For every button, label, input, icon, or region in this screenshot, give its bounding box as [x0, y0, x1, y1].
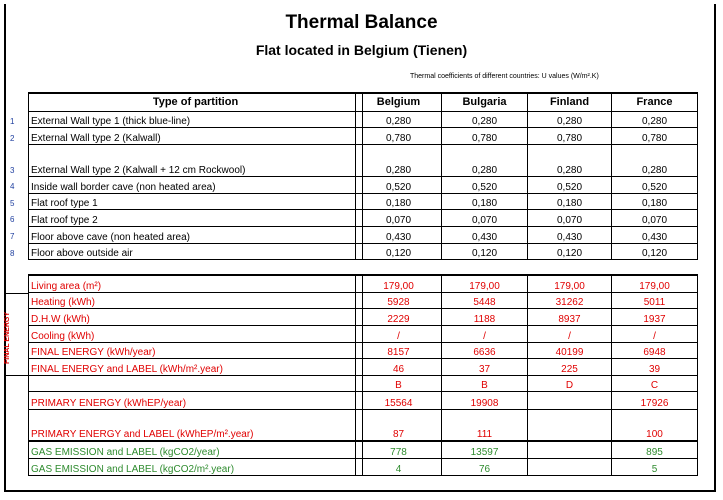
energy-value: 111	[442, 409, 528, 441]
u-value: 0,120	[612, 243, 698, 259]
row-number: 3	[10, 166, 15, 175]
energy-value: 40199	[528, 342, 612, 358]
row-separator	[4, 375, 28, 376]
row-number: 2	[10, 134, 15, 143]
energy-value: 225	[528, 358, 612, 375]
energy-value: 19908	[442, 391, 528, 409]
energy-value: 87	[356, 409, 442, 441]
u-value: 0,520	[356, 176, 442, 193]
gas-value: 4	[356, 458, 442, 475]
country-header: Finland	[528, 93, 612, 111]
u-value: 0,430	[442, 226, 528, 243]
energy-label-letter: D	[528, 375, 612, 391]
gas-value: 76	[442, 458, 528, 475]
energy-value: 8937	[528, 308, 612, 325]
energy-label-letter: B	[356, 375, 442, 391]
partition-label-table	[28, 92, 363, 476]
energy-value: 179,00	[528, 275, 612, 292]
partition-label: External Wall type 2 (Kalwall + 12 cm Rockwool)	[29, 144, 363, 176]
u-value: 0,070	[612, 209, 698, 226]
gas-label: GAS EMISSION and LABEL (kgCO2/year)	[29, 441, 363, 458]
country-header: Bulgaria	[442, 93, 528, 111]
energy-value: /	[528, 325, 612, 342]
coefficients-note: Thermal coefficients of different countries: U values (W/m².K)	[410, 73, 599, 80]
u-value: 0,120	[442, 243, 528, 259]
u-value: 0,280	[356, 144, 442, 176]
spacer	[356, 259, 698, 275]
energy-label: PRIMARY ENERGY (kWhEP/year)	[29, 391, 363, 409]
energy-value: 2229	[356, 308, 442, 325]
energy-value: 31262	[528, 292, 612, 308]
u-value: 0,430	[612, 226, 698, 243]
energy-label: FINAL ENERGY (kWh/year)	[29, 342, 363, 358]
u-value: 0,780	[612, 127, 698, 144]
row-number: 7	[10, 232, 15, 241]
gas-value: 895	[612, 441, 698, 458]
energy-value	[528, 391, 612, 409]
energy-value: 6948	[612, 342, 698, 358]
energy-value: 8157	[356, 342, 442, 358]
energy-value: /	[356, 325, 442, 342]
u-value: 0,180	[442, 193, 528, 209]
country-values-table	[355, 92, 698, 476]
u-value: 0,520	[528, 176, 612, 193]
energy-label: D.H.W (kWh)	[29, 308, 363, 325]
final-energy-side-label: FINAL ENERGY	[4, 312, 11, 364]
gas-value: 13597	[442, 441, 528, 458]
u-value: 0,280	[612, 144, 698, 176]
u-value: 0,180	[528, 193, 612, 209]
energy-value: 100	[612, 409, 698, 441]
energy-label-letter: B	[442, 375, 528, 391]
country-header: Belgium	[356, 93, 442, 111]
energy-label: PRIMARY ENERGY and LABEL (kWhEP/m².year)	[29, 409, 363, 441]
row-number: 8	[10, 249, 15, 258]
u-value: 0,280	[528, 111, 612, 127]
energy-value: 179,00	[442, 275, 528, 292]
u-value: 0,180	[612, 193, 698, 209]
gas-value: 5	[612, 458, 698, 475]
energy-value: 6636	[442, 342, 528, 358]
u-value: 0,070	[528, 209, 612, 226]
u-value: 0,430	[528, 226, 612, 243]
u-value: 0,070	[356, 209, 442, 226]
u-value: 0,120	[356, 243, 442, 259]
row-number: 1	[10, 117, 15, 126]
energy-value: /	[612, 325, 698, 342]
type-header: Type of partition	[29, 93, 363, 111]
row-number: 6	[10, 215, 15, 224]
u-value: 0,180	[356, 193, 442, 209]
partition-label: Flat roof type 1	[29, 193, 363, 209]
u-value: 0,780	[528, 127, 612, 144]
u-value: 0,070	[442, 209, 528, 226]
energy-label: FINAL ENERGY and LABEL (kWh/m².year)	[29, 358, 363, 375]
partition-label: External Wall type 1 (thick blue-line)	[29, 111, 363, 127]
energy-value: 39	[612, 358, 698, 375]
partition-label: Floor above cave (non heated area)	[29, 226, 363, 243]
row-number: 5	[10, 199, 15, 208]
partition-label: Floor above outside air	[29, 243, 363, 259]
gas-label: GAS EMISSION and LABEL (kgCO2/m².year)	[29, 458, 363, 475]
u-value: 0,280	[442, 144, 528, 176]
energy-label: Cooling (kWh)	[29, 325, 363, 342]
energy-label: Heating (kWh)	[29, 292, 363, 308]
u-value: 0,280	[528, 144, 612, 176]
energy-value: 1188	[442, 308, 528, 325]
row-separator	[4, 293, 28, 294]
partition-label: External Wall type 2 (Kalwall)	[29, 127, 363, 144]
gas-value: 778	[356, 441, 442, 458]
energy-value: 179,00	[356, 275, 442, 292]
energy-value: 17926	[612, 391, 698, 409]
country-header: France	[612, 93, 698, 111]
spacer	[29, 259, 363, 275]
energy-label	[29, 375, 363, 391]
energy-value: 37	[442, 358, 528, 375]
energy-value: 5011	[612, 292, 698, 308]
energy-value: 179,00	[612, 275, 698, 292]
energy-value: 5928	[356, 292, 442, 308]
u-value: 0,780	[442, 127, 528, 144]
u-value: 0,430	[356, 226, 442, 243]
energy-label: Living area (m²)	[29, 275, 363, 292]
u-value: 0,280	[612, 111, 698, 127]
energy-value: 1937	[612, 308, 698, 325]
u-value: 0,280	[442, 111, 528, 127]
row-number: 4	[10, 182, 15, 191]
energy-value: 15564	[356, 391, 442, 409]
u-value: 0,120	[528, 243, 612, 259]
u-value: 0,280	[356, 111, 442, 127]
u-value: 0,780	[356, 127, 442, 144]
energy-value: 46	[356, 358, 442, 375]
u-value: 0,520	[612, 176, 698, 193]
page-subtitle: Flat located in Belgium (Tienen)	[255, 42, 468, 58]
gas-value	[528, 441, 612, 458]
partition-label: Inside wall border cave (non heated area)	[29, 176, 363, 193]
u-value: 0,520	[442, 176, 528, 193]
energy-value: /	[442, 325, 528, 342]
energy-label-letter: C	[612, 375, 698, 391]
energy-value	[528, 409, 612, 441]
partition-label: Flat roof type 2	[29, 209, 363, 226]
page-title: Thermal Balance	[285, 12, 438, 33]
gas-value	[528, 458, 612, 475]
energy-value: 5448	[442, 292, 528, 308]
